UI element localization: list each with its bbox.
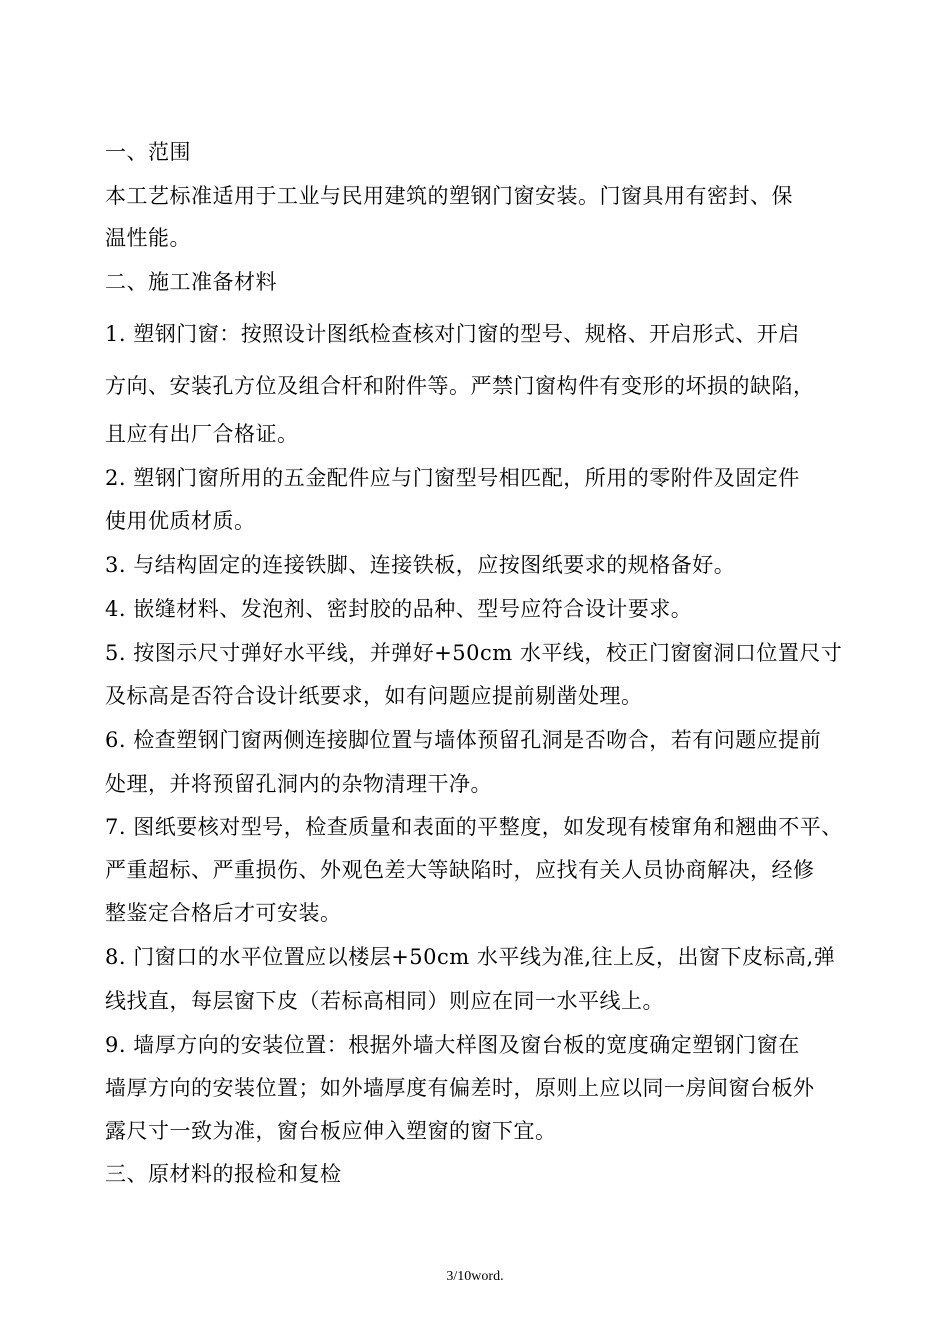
section-heading-scope: 一、范围 (105, 140, 191, 164)
list-item-line: 露尺寸一致为准，窗台板应伸入塑窗的窗下宜。 (105, 1119, 557, 1143)
list-item-line: 线找直，每层窗下皮（若标高相同）则应在同一水平线上。 (105, 989, 664, 1013)
list-item-line: 8. 门窗口的水平位置应以楼层+50cm 水平线为准,往上反，出窗下皮标高,弹 (105, 945, 836, 969)
list-item-line: 整鉴定合格后才可安装。 (105, 901, 342, 925)
list-item-line: 及标高是否符合设计纸要求，如有问题应提前剔凿处理。 (105, 684, 643, 708)
section-heading-materials: 二、施工准备材料 (105, 270, 277, 294)
list-item-line: 7. 图纸要核对型号，检查质量和表面的平整度，如发现有棱窜角和翘曲不平、 (105, 815, 843, 839)
list-item-line: 2. 塑钢门窗所用的五金配件应与门窗型号相匹配，所用的零附件及固定件 (105, 466, 800, 490)
list-item-line: 严重超标、严重损伤、外观色差大等缺陷时，应找有关人员协商解决，经修 (105, 858, 815, 882)
list-item-line: 1. 塑钢门窗：按照设计图纸检查核对门窗的型号、规格、开启形式、开启 (105, 322, 800, 346)
list-item-line: 9. 墙厚方向的安装位置：根据外墙大样图及窗台板的宽度确定塑钢门窗在 (105, 1033, 800, 1057)
paragraph-line: 本工艺标准适用于工业与民用建筑的塑钢门窗安装。门窗具用有密封、保 (105, 184, 793, 208)
list-item-line: 3. 与结构固定的连接铁脚、连接铁板，应按图纸要求的规格备好。 (105, 553, 736, 577)
paragraph-line: 温性能。 (105, 226, 191, 250)
list-item-line: 6. 检查塑钢门窗两侧连接脚位置与墙体预留孔洞是否吻合，若有问题应提前 (105, 728, 822, 752)
section-heading-inspection: 三、原材料的报检和复检 (105, 1162, 342, 1186)
list-item-line: 方向、安装孔方位及组合杆和附件等。严禁门窗构件有变形的坏损的缺陷， (105, 374, 815, 398)
list-item-line: 5. 按图示尺寸弹好水平线，并弹好+50cm 水平线，校正门窗窗洞口位置尺寸 (105, 641, 843, 665)
list-item-line: 且应有出厂合格证。 (105, 422, 299, 446)
list-item-line: 墙厚方向的安装位置；如外墙厚度有偏差时，原则上应以同一房间窗台板外 (105, 1076, 815, 1100)
list-item-line: 处理，并将预留孔洞内的杂物清理干净。 (105, 772, 492, 796)
list-item-line: 4. 嵌缝材料、发泡剂、密封胶的品种、型号应符合设计要求。 (105, 597, 693, 621)
page-number-footer: 3/10word. (446, 1269, 504, 1284)
list-item-line: 使用优质材质。 (105, 509, 256, 533)
